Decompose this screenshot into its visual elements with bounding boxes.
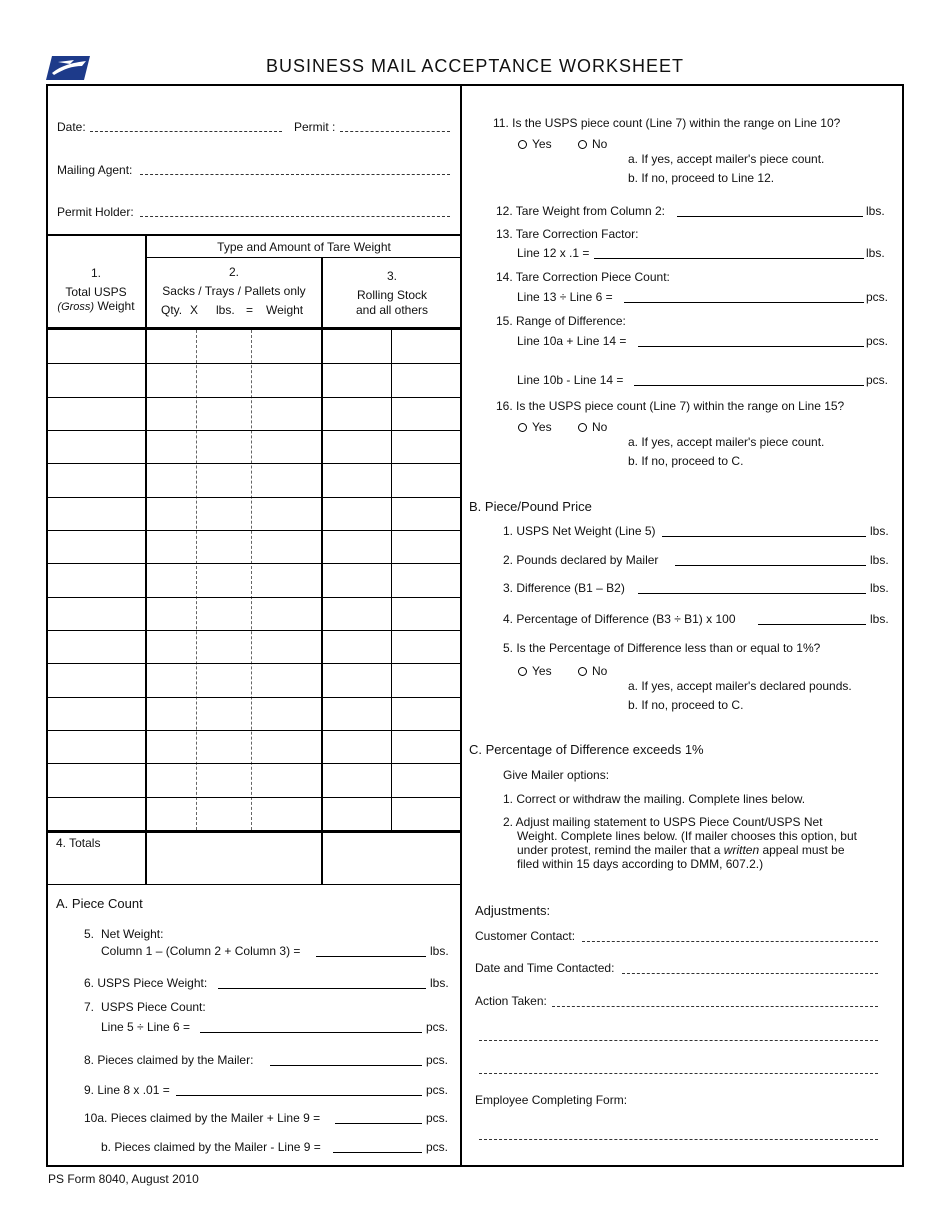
- line10b-unit: pcs.: [426, 1140, 449, 1154]
- line5-number: 5.: [84, 927, 95, 941]
- table-row-divider: [47, 663, 461, 664]
- line16-no[interactable]: No: [578, 420, 607, 434]
- table-row-divider: [47, 363, 461, 364]
- line11-question: 11. Is the USPS piece count (Line 7) within the range on Line 10?: [493, 116, 841, 130]
- line9-label: 9. Line 8 x .01 =: [84, 1083, 170, 1097]
- table-row-divider: [47, 597, 461, 598]
- b1-field[interactable]: [662, 536, 866, 537]
- table-row-divider: [47, 397, 461, 398]
- radio-icon: [518, 667, 527, 676]
- line15a-formula: Line 10a + Line 14 =: [517, 334, 627, 348]
- line6-unit: lbs.: [430, 976, 449, 990]
- line13-unit: lbs.: [866, 246, 885, 260]
- employee-completing-label: Employee Completing Form:: [475, 1093, 628, 1107]
- line11-b: b. If no, proceed to Line 12.: [628, 171, 775, 185]
- line11-yes[interactable]: Yes: [518, 137, 552, 151]
- section-c-option2-line4: filed within 15 days according to DMM, 607.2.): [517, 857, 764, 871]
- b5-yes[interactable]: Yes: [518, 664, 552, 678]
- col3-label: Rolling Stock: [356, 288, 428, 302]
- col2-qty: Qty.: [161, 303, 183, 317]
- line7-field[interactable]: [200, 1032, 422, 1033]
- line10a-label: 10a. Pieces claimed by the Mailer + Line 9 =: [84, 1111, 321, 1125]
- table-header-bottom: [47, 327, 461, 330]
- action-taken-label: Action Taken:: [475, 994, 547, 1008]
- b4-field[interactable]: [758, 624, 866, 625]
- table-row-divider: [47, 530, 461, 531]
- customer-contact-field[interactable]: [582, 941, 878, 942]
- action-taken-field-3[interactable]: [479, 1073, 878, 1074]
- line13-formula: Line 12 x .1 =: [517, 246, 590, 260]
- line12-unit: lbs.: [866, 204, 885, 218]
- date-time-contacted-field[interactable]: [622, 973, 878, 974]
- b1-unit: lbs.: [870, 524, 889, 538]
- totals-top: [47, 830, 461, 833]
- col2-x: X: [190, 303, 199, 317]
- date-field[interactable]: [90, 131, 282, 132]
- tare-header-divider: [146, 257, 461, 258]
- line14-label: 14. Tare Correction Piece Count:: [496, 270, 670, 284]
- section-c-option2-line2: Weight. Complete lines below. (If mailer chooses this option, but: [517, 829, 857, 843]
- line12-label: 12. Tare Weight from Column 2:: [496, 204, 665, 218]
- section-c-options: Give Mailer options:: [503, 768, 610, 782]
- section-c-option1: 1. Correct or withdraw the mailing. Complete lines below.: [503, 792, 806, 806]
- table-row-divider: [47, 630, 461, 631]
- col3-sub-divider: [391, 330, 392, 830]
- table-row-divider: [47, 463, 461, 464]
- line10b-field[interactable]: [333, 1152, 422, 1153]
- line13-label: 13. Tare Correction Factor:: [496, 227, 639, 241]
- line15-label: 15. Range of Difference:: [496, 314, 626, 328]
- line5-formula: Column 1 – (Column 2 + Column 3) =: [101, 944, 301, 958]
- line7-label: USPS Piece Count:: [101, 1000, 206, 1014]
- permit-holder-label: Permit Holder:: [57, 205, 134, 219]
- line16-b: b. If no, proceed to C.: [628, 454, 744, 468]
- col2-eq: =: [246, 303, 254, 317]
- line10b-label: b. Pieces claimed by the Mailer - Line 9 =: [101, 1140, 321, 1154]
- permit-holder-field[interactable]: [140, 216, 450, 217]
- line11-a: a. If yes, accept mailer's piece count.: [628, 152, 825, 166]
- line16-a: a. If yes, accept mailer's piece count.: [628, 435, 825, 449]
- line14-formula: Line 13 ÷ Line 6 =: [517, 290, 613, 304]
- table-row-divider: [47, 730, 461, 731]
- form-title: BUSINESS MAIL ACCEPTANCE WORKSHEET: [265, 56, 685, 76]
- col1-label: Total USPS: [65, 285, 127, 299]
- line8-label: 8. Pieces claimed by the Mailer:: [84, 1053, 254, 1067]
- line14-field[interactable]: [624, 302, 864, 303]
- section-b-heading: B. Piece/Pound Price: [469, 499, 592, 514]
- b4-label: 4. Percentage of Difference (B3 ÷ B1) x 100: [503, 612, 736, 626]
- section-c-option2-line1: 2. Adjust mailing statement to USPS Piece Count/USPS Net: [503, 815, 823, 829]
- qty-lbs-divider: [196, 330, 197, 830]
- b5-a: a. If yes, accept mailer's declared pounds.: [628, 679, 852, 693]
- col1-divider: [145, 235, 147, 885]
- date-time-contacted-label: Date and Time Contacted:: [475, 961, 615, 975]
- radio-icon: [578, 667, 587, 676]
- line15b-field[interactable]: [634, 385, 864, 386]
- table-top-border: [47, 234, 461, 236]
- totals-bottom: [47, 884, 461, 885]
- col2-weight: Weight: [266, 303, 304, 317]
- line10a-field[interactable]: [335, 1123, 422, 1124]
- line14-unit: pcs.: [866, 290, 889, 304]
- b5-no[interactable]: No: [578, 664, 607, 678]
- action-taken-field-2[interactable]: [479, 1040, 878, 1041]
- action-taken-field[interactable]: [552, 1006, 878, 1007]
- line8-field[interactable]: [270, 1065, 422, 1066]
- col2-lbs: lbs.: [216, 303, 235, 317]
- table-row-divider: [47, 430, 461, 431]
- line16-question: 16. Is the USPS piece count (Line 7) within the range on Line 15?: [496, 399, 845, 413]
- line15a-unit: pcs.: [866, 334, 889, 348]
- section-c-option2-line3: under protest, remind the mailer that a written appeal must be: [517, 843, 845, 857]
- line11-no[interactable]: No: [578, 137, 607, 151]
- b1-label: 1. USPS Net Weight (Line 5): [503, 524, 656, 538]
- form-number: PS Form 8040, August 2010: [48, 1172, 199, 1186]
- b2-field[interactable]: [675, 565, 866, 566]
- totals-label: 4. Totals: [56, 836, 101, 850]
- table-row-divider: [47, 697, 461, 698]
- section-a-heading: A. Piece Count: [56, 896, 143, 911]
- col2-label: Sacks / Trays / Pallets only: [162, 284, 306, 298]
- table-row-divider: [47, 797, 461, 798]
- line12-field[interactable]: [677, 216, 863, 217]
- b3-unit: lbs.: [870, 581, 889, 595]
- col3-number: 3.: [386, 269, 397, 283]
- b4-unit: lbs.: [870, 612, 889, 626]
- line15a-field[interactable]: [638, 346, 864, 347]
- col2-number: 2.: [228, 265, 239, 279]
- mailing-agent-label: Mailing Agent:: [57, 163, 133, 177]
- col1-gross-weight: (Gross) Weight: [57, 299, 135, 313]
- line9-unit: pcs.: [426, 1083, 449, 1097]
- radio-icon: [518, 423, 527, 432]
- b5-question: 5. Is the Percentage of Difference less than or equal to 1%?: [503, 641, 821, 655]
- permit-field[interactable]: [340, 131, 450, 132]
- tare-header: Type and Amount of Tare Weight: [217, 240, 391, 254]
- radio-icon: [518, 140, 527, 149]
- customer-contact-label: Customer Contact:: [475, 929, 576, 943]
- b3-field[interactable]: [638, 593, 866, 594]
- b2-label: 2. Pounds declared by Mailer: [503, 553, 659, 567]
- col3-label-2: and all others: [355, 303, 429, 317]
- permit-label: Permit :: [294, 120, 336, 134]
- line5-label: Net Weight:: [101, 927, 164, 941]
- line8-unit: pcs.: [426, 1053, 449, 1067]
- line15b-formula: Line 10b - Line 14 =: [517, 373, 624, 387]
- mailing-agent-field[interactable]: [140, 174, 450, 175]
- employee-completing-field[interactable]: [479, 1139, 878, 1140]
- col1-number: 1.: [90, 266, 101, 280]
- radio-icon: [578, 140, 587, 149]
- date-label: Date:: [57, 120, 86, 134]
- line5-field[interactable]: [316, 956, 426, 957]
- lbs-weight-divider: [251, 330, 252, 830]
- line7-unit: pcs.: [426, 1020, 449, 1034]
- line7-number: 7.: [84, 1000, 95, 1014]
- adjustments-heading: Adjustments:: [475, 903, 551, 918]
- table-row-divider: [47, 497, 461, 498]
- line7-formula: Line 5 ÷ Line 6 =: [101, 1020, 190, 1034]
- line9-field[interactable]: [176, 1095, 422, 1096]
- line15b-unit: pcs.: [866, 373, 889, 387]
- col3-divider: [321, 257, 323, 885]
- line16-yes[interactable]: Yes: [518, 420, 552, 434]
- line13-field[interactable]: [594, 258, 864, 259]
- line6-field[interactable]: [218, 988, 426, 989]
- line6-label: 6. USPS Piece Weight:: [84, 976, 208, 990]
- b2-unit: lbs.: [870, 553, 889, 567]
- section-c-heading: C. Percentage of Difference exceeds 1%: [469, 742, 704, 757]
- table-row-divider: [47, 763, 461, 764]
- line5-unit: lbs.: [430, 944, 449, 958]
- line10a-unit: pcs.: [426, 1111, 449, 1125]
- radio-icon: [578, 423, 587, 432]
- b5-b: b. If no, proceed to C.: [628, 698, 744, 712]
- b3-label: 3. Difference (B1 – B2): [503, 581, 625, 595]
- table-row-divider: [47, 563, 461, 564]
